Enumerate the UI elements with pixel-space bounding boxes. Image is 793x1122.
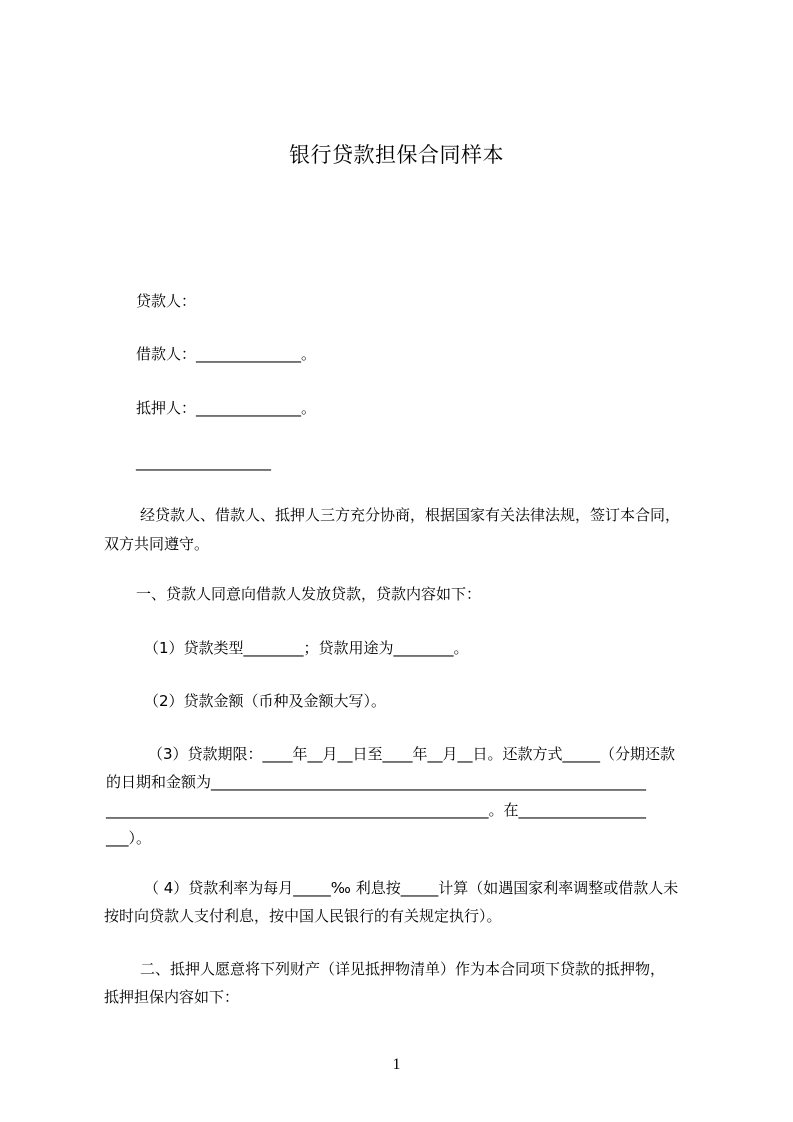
clause-3-line-1: （3）贷款期限：____年__月__日至____年__月__日。还款方式_____（分期还款 <box>148 745 676 763</box>
blank-line: __________________ <box>136 453 271 471</box>
preamble-line-2: 双方共同遵守。 <box>104 535 210 553</box>
clause-4-line-2: 按时向贷款人支付利息，按中国人民银行的有关规定执行）。 <box>104 907 502 925</box>
mortgagor-line: 抵押人：______________。 <box>136 399 317 417</box>
clause-3-line-3: ___________________________________________________。在_________________ <box>106 801 647 819</box>
section-1-heading: 一、贷款人同意向借款人发放贷款，贷款内容如下： <box>136 585 482 603</box>
clause-3-line-2: 的日期和金额为__________________________________________________________ <box>106 773 647 791</box>
clause-1-loan-type: （1）贷款类型________；贷款用途为________。 <box>144 639 469 657</box>
document-title: 银行贷款担保合同样本 <box>289 143 504 167</box>
clause-3-line-4: ___）。 <box>106 829 152 847</box>
clause-2-loan-amount: （2）贷款金额（币种及金额大写）。 <box>144 692 387 710</box>
section-2-line-1: 二、抵押人愿意将下列财产（详见抵押物清单）作为本合同项下贷款的抵押物， <box>140 960 666 978</box>
lender-line: 贷款人： <box>136 292 197 310</box>
borrower-line: 借款人：______________。 <box>136 345 317 363</box>
clause-4-line-1: （ 4）贷款利率为每月_____‰ 利息按_____计算（如遇国家利率调整或借款人未 <box>144 879 679 897</box>
section-2-line-2: 抵押担保内容如下： <box>104 988 240 1006</box>
page-number: 1 <box>392 1056 401 1073</box>
preamble-line-1: 经贷款人、借款人、抵押人三方充分协商，根据国家有关法律法规，签订本合同， <box>140 506 681 524</box>
